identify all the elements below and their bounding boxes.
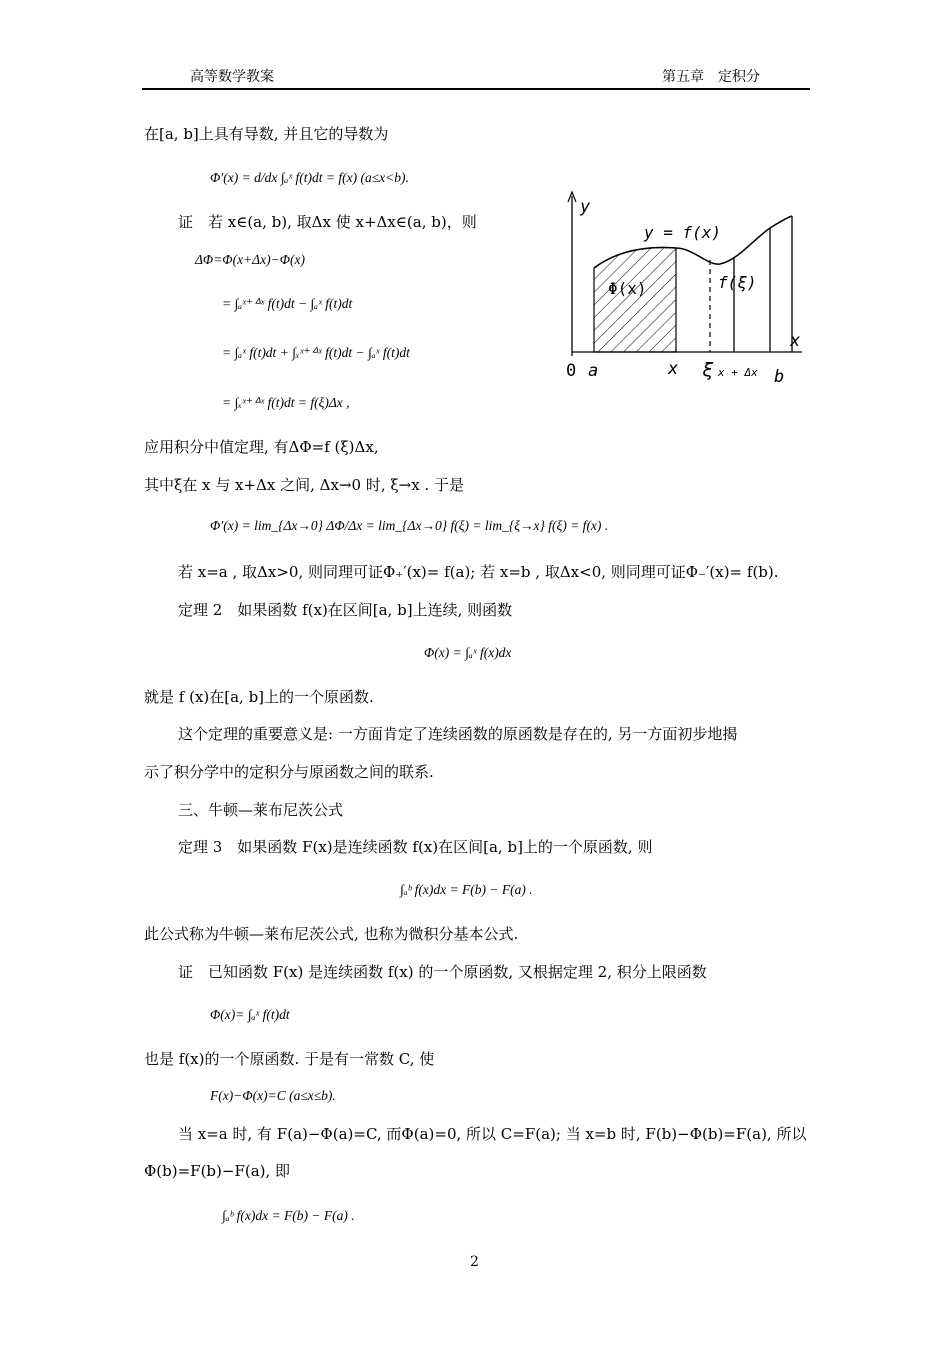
equation-step-3: = ∫ₓˣ⁺ᐞˣ f(t)dt = f(ξ)Δx , xyxy=(222,395,350,410)
text-line: 也是 f(x)的一个原函数. 于是有一常数 C, 使 xyxy=(144,1050,435,1068)
y-axis-label: y xyxy=(580,197,591,217)
text-line: 这个定理的重要意义是: 一方面肯定了连续函数的原函数是存在的, 另一方面初步地揭 xyxy=(178,725,738,743)
tick-x: x xyxy=(668,359,679,379)
equation-upper-limit-function: Φ(x)= ∫ₐˣ f(t)dt xyxy=(210,1007,290,1022)
page-number: 2 xyxy=(470,1254,479,1270)
tick-xi: ξ xyxy=(702,359,714,381)
equation-phi: Φ(x) = ∫ₐˣ f(x)dx xyxy=(424,645,512,660)
header-right-chapter: 第五章 定积分 xyxy=(662,69,760,85)
text-line: 证 已知函数 F(x) 是连续函数 f(x) 的一个原函数, 又根据定理 2, 积分上限函数 xyxy=(178,963,707,981)
equation-delta-phi: ΔΦ=Φ(x+Δx)−Φ(x) xyxy=(195,252,305,267)
theorem-2: 定理 2 如果函数 f(x)在区间[a, b]上连续, 则函数 xyxy=(178,601,513,619)
text-line: 其中ξ在 x 与 x+Δx 之间, Δx→0 时, ξ→x . 于是 xyxy=(144,476,464,494)
phi-area xyxy=(594,248,676,352)
header-rule xyxy=(142,88,810,90)
text-line: 若 x=a , 取Δx>0, 则同理可证Φ₊′(x)= f(a); 若 x=b , 取Δx<0, 则同理可证Φ₋′(x)= f(b). xyxy=(178,563,779,581)
text-line: 当 x=a 时, 有 F(a)−Φ(a)=C, 而Φ(a)=0, 所以 C=F(a); 当 x=b 时, F(b)−Φ(b)=F(a), 所以 xyxy=(178,1125,807,1143)
text-line: 在[a, b]上具有导数, 并且它的导数为 xyxy=(144,125,389,143)
tick-b: b xyxy=(774,367,785,387)
theorem-3: 定理 3 如果函数 F(x)是连续函数 f(x)在区间[a, b]上的一个原函数, 则 xyxy=(178,838,653,856)
text-line: Φ(b)=F(b)−F(a), 即 xyxy=(144,1162,291,1180)
text-line: 此公式称为牛顿—莱布尼茨公式, 也称为微积分基本公式. xyxy=(144,925,519,943)
area-label: Φ(x) xyxy=(608,279,647,298)
equation-step-1: = ∫ₐˣ⁺ᐞˣ f(t)dt − ∫ₐˣ f(t)dt xyxy=(222,296,353,311)
tick-x-plus-dx: x + Δx xyxy=(718,366,758,379)
text-line: 就是 f (x)在[a, b]上的一个原函数. xyxy=(144,688,374,706)
tick-a: a xyxy=(588,361,599,381)
section-heading: 三、牛顿—莱布尼茨公式 xyxy=(178,801,344,819)
equation-constant: F(x)−Φ(x)=C (a≤x≤b). xyxy=(210,1088,336,1103)
curve-label: y = f(x) xyxy=(644,223,722,242)
equation-derivative: Φ′(x) = d/dx ∫ₐˣ f(t)dt = f(x) (a≤x<b). xyxy=(210,170,409,185)
tick-0: 0 xyxy=(566,361,577,381)
equation-limit: Φ′(x) = lim_{Δx→0} ΔΦ/Δx = lim_{Δx→0} f(ξ) = lim_{ξ→x} f(ξ) = f(x) . xyxy=(210,518,609,533)
height-label: f(ξ) xyxy=(718,273,757,292)
equation-step-2: = ∫ₐˣ f(t)dt + ∫ₓˣ⁺ᐞˣ f(t)dt − ∫ₐˣ f(t)dt xyxy=(222,345,410,360)
text-line: 证 若 x∈(a, b), 取Δx 使 x+Δx∈(a, b)，则 xyxy=(178,213,477,231)
x-axis-label: x xyxy=(790,331,801,351)
equation-newton-leibniz: ∫ₐᵇ f(x)dx = F(b) − F(a) . xyxy=(400,882,533,897)
integral-figure xyxy=(558,188,810,396)
equation-final: ∫ₐᵇ f(x)dx = F(b) − F(a) . xyxy=(222,1208,355,1223)
header-left-title: 高等数学教案 xyxy=(190,69,274,85)
text-line: 应用积分中值定理, 有ΔΦ=f (ξ)Δx, xyxy=(144,438,379,456)
text-line: 示了积分学中的定积分与原函数之间的联系. xyxy=(144,763,434,781)
